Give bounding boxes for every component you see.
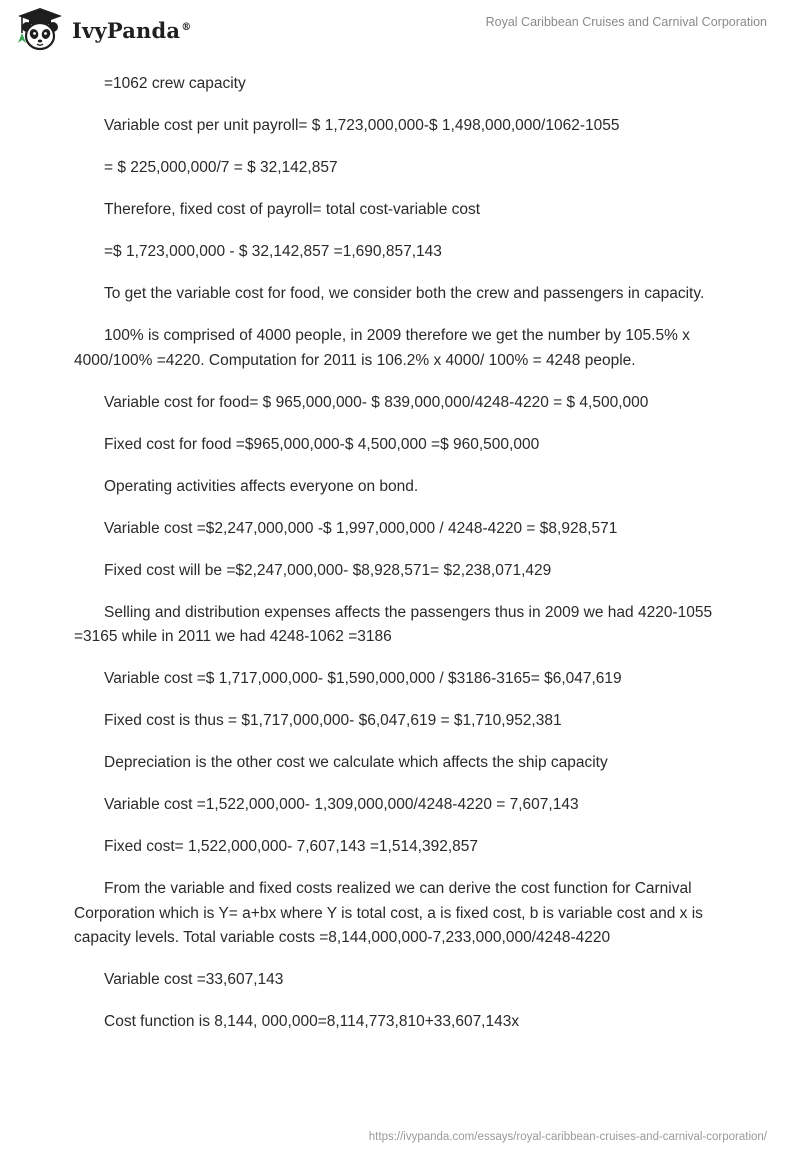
paragraph: Variable cost per unit payroll= $ 1,723,000,000-$ 1,498,000,000/1062-1055 xyxy=(104,117,620,134)
paragraph: To get the variable cost for food, we consider both the crew and passengers in capacity. xyxy=(104,285,705,302)
paragraph: Variable cost =33,607,143 xyxy=(104,971,284,988)
document-title: Royal Caribbean Cruises and Carnival Corporation xyxy=(485,15,767,29)
paragraph: Fixed cost= 1,522,000,000- 7,607,143 =1,514,392,857 xyxy=(104,838,479,855)
paragraph: Variable cost =$2,247,000,000 -$ 1,997,000,000 / 4248-4220 = $8,928,571 xyxy=(104,519,618,537)
paragraph: From the variable and fixed costs realized we can derive the cost function for Carnival Corporation which is Y= a+bx where Y is total cost, a is fixed cost, b is variable cost and x is capacity levels. Total variable costs =8,144,000,000-7,233,000,000/4248-4220 xyxy=(74,880,703,946)
registered-mark: ® xyxy=(181,21,192,33)
paragraph: Depreciation is the other cost we calculate which affects the ship capacity xyxy=(104,754,608,771)
paragraph: Variable cost for food= $ 965,000,000- $ 839,000,000/4248-4220 = $ 4,500,000 xyxy=(104,393,649,411)
paragraph: 100% is comprised of 4000 people, in 2009 therefore we get the number by 105.5% x 4000/100% =4220. Computation for 2011 is 106.2% x 4000/ 100% = 4248 people. xyxy=(74,327,690,369)
paragraph: Fixed cost will be =$2,247,000,000- $8,928,571= $2,238,071,429 xyxy=(104,561,552,579)
brand-name: IvyPanda® xyxy=(72,17,192,43)
paragraph: Variable cost =1,522,000,000- 1,309,000,000/4248-4220 = 7,607,143 xyxy=(104,796,579,813)
ivypanda-logo[interactable] xyxy=(14,6,191,52)
paragraph: = $ 225,000,000/7 = $ 32,142,857 xyxy=(104,159,338,176)
paragraph: Operating activities affects everyone on bond. xyxy=(104,477,419,495)
paragraph: Cost function is 8,144, 000,000=8,114,773,810+33,607,143x xyxy=(104,1013,520,1030)
page-header xyxy=(0,0,800,64)
paragraph: Therefore, fixed cost of payroll= total cost-variable cost xyxy=(104,201,481,218)
paragraph: Fixed cost is thus = $1,717,000,000- $6,047,619 = $1,710,952,381 xyxy=(104,712,562,729)
paragraph: Variable cost =$ 1,717,000,000- $1,590,000,000 / $3186-3165= $6,047,619 xyxy=(104,670,622,687)
source-url[interactable]: https://ivypanda.com/essays/royal-caribbean-cruises-and-carnival-corporation/ xyxy=(368,1131,767,1143)
essay-body xyxy=(74,72,722,1052)
paragraph: Selling and distribution expenses affects the passengers thus in 2009 we had 4220-1055 =3165 while in 2011 we had 4248-1062 =3186 xyxy=(74,603,713,645)
paragraph: =$ 1,723,000,000 - $ 32,142,857 =1,690,857,143 xyxy=(104,243,442,260)
panda-graduate-icon xyxy=(14,6,66,52)
paragraph: Fixed cost for food =$965,000,000-$ 4,500,000 =$ 960,500,000 xyxy=(104,435,540,453)
paragraph: =1062 crew capacity xyxy=(104,75,246,92)
